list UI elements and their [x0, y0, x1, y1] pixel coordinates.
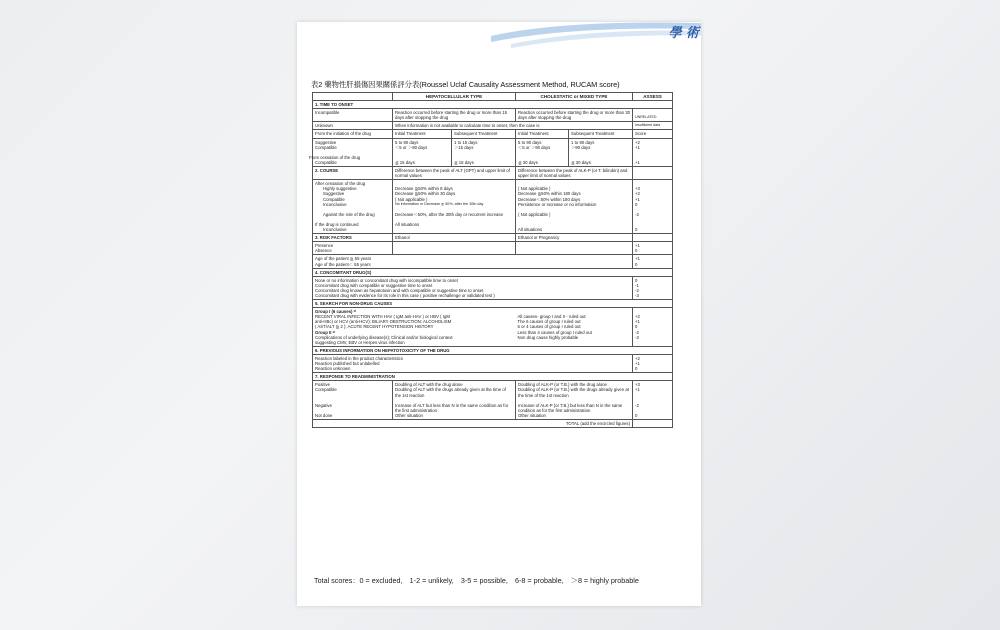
cell-value: ＜5 or ＞90 days	[518, 144, 551, 150]
cell-value: Reaction occurred before starting the drug or more than 30 days after stopping the drug	[516, 109, 633, 122]
score-value: -3	[635, 293, 639, 298]
score-value: 0	[635, 412, 638, 418]
subheader: Subsequent Treatment	[452, 130, 516, 138]
table-row	[313, 308, 673, 347]
score-value: 0	[635, 227, 638, 233]
cell-value: All causes- group I and II - ruled out	[517, 314, 586, 320]
cell-value: 1 to 90 days	[571, 139, 595, 145]
subheader: Score	[633, 130, 673, 138]
header-row	[313, 93, 673, 101]
table-row	[313, 234, 673, 242]
row-label: Suggestive	[315, 139, 337, 145]
table-title: 表2 藥物性肝損傷因果關係評分表(Roussel Uclaf Causality Assessment Method, RUCAM score)	[311, 80, 620, 89]
table-row	[313, 138, 673, 166]
list-item: Concomitant drug known as hepatotoxin and with compatible or suggestive time to onset	[315, 287, 484, 293]
cell-value: Non drug cause highly probable	[517, 334, 579, 340]
score-value: +3	[635, 186, 640, 192]
subheader: Initial Treatment	[393, 130, 452, 138]
table-row	[313, 276, 673, 299]
row-label: Positive	[315, 382, 331, 388]
header-blank	[313, 93, 393, 101]
score-value: -1	[635, 282, 639, 288]
score-value: -2	[635, 287, 639, 293]
cell-value: Decrease＜50% within 180 days	[518, 196, 581, 202]
cell-value: Difference between the peak of ALK-P (or T. bilirubin) and upper limit of normal values	[516, 167, 633, 180]
list-item: Reaction unknown	[315, 366, 351, 372]
table-row	[313, 255, 673, 268]
score-value: +3	[635, 382, 640, 388]
list-item: Concomitant drug with evidence for its role in this case ( positive rechallenge or validated test )	[315, 293, 495, 298]
cell-value: ≦ 15 days	[454, 159, 474, 165]
cell-value: All situations	[395, 221, 420, 227]
row-label: Compatible	[315, 144, 337, 150]
cell-value: ( Not applicable )	[395, 196, 428, 202]
score-value: 0	[635, 277, 638, 283]
row-label: Not done	[315, 412, 333, 418]
cell-value: Decrease ≧50% within 30 days	[395, 191, 456, 197]
row-label: From cessation of the drug	[309, 154, 361, 160]
table-row	[313, 180, 673, 234]
table-row	[313, 242, 673, 255]
list-item: Concomitant drug with compatible or suggestive time to onset	[315, 282, 433, 288]
cell-value: 5 to 90 days	[518, 139, 542, 145]
cell-value: anti-HBc) or HCV (anti-HCV); BILIARY OBSTRUCTION; ALCOHOLISM	[315, 319, 452, 325]
score-value: +1	[635, 319, 640, 325]
cell-value: 1 to 15 days	[454, 139, 478, 145]
cell-value: Persistence or increase or no information	[518, 201, 597, 207]
cell-value: Doubling of ALT with the drugs already given at the time of the 1st reaction	[395, 387, 506, 398]
header-assess: ASSESS	[633, 93, 673, 101]
rucam-table	[309, 92, 673, 428]
cell-value: ＜5 or ＞90 days	[395, 144, 428, 150]
row-label: If the drug is continued	[315, 221, 359, 227]
row-label: Age of the patient ≧ 55 years	[315, 256, 372, 262]
score-value: +2	[635, 191, 640, 197]
list-item: Reaction published but unlabelled	[315, 361, 380, 367]
table-row	[313, 122, 673, 130]
total-row	[313, 419, 673, 427]
row-label: Incompatible	[313, 109, 393, 122]
total-label: TOTAL (add the encircled figures)	[313, 419, 633, 427]
score-value: +1	[635, 243, 640, 249]
assess-value: Insufficient data	[633, 122, 673, 130]
cell-value: Less than 4 causes of group I ruled out	[517, 329, 592, 335]
score-value: 0	[635, 201, 638, 207]
cell-value: Decrease＜50%, after the 30th day or recurrent increase	[395, 211, 503, 217]
cell-value: Doubling of ALK-P (or T.B.) with the drugs already given at the time of the 1st reaction	[518, 387, 629, 398]
table-row	[313, 167, 673, 180]
section-7-header: 7. RESPONSE TO READMINISTRATION	[313, 373, 673, 381]
total-scores-legend: Total scores：0 = excluded, 1-2 = unlikely, 3-5 = possible, 6-8 = probable, ＞8 = highly probable	[314, 576, 639, 585]
row-label: Compatible	[323, 196, 345, 202]
cell-value: suggesting CMV, EBV or Herpes virus infection	[315, 339, 405, 345]
section-4-header: 4. CONCOMITANT DRUG(S)	[313, 268, 673, 276]
score-value: +1	[635, 256, 640, 262]
row-label: Against the role of the drug	[323, 211, 375, 217]
group-label: Group II =	[315, 329, 336, 335]
cell-value: Increase of ALT but less than N in the same condition as for the first administration	[395, 402, 509, 413]
cell-value: The 6 causes of group I ruled out	[517, 319, 581, 325]
score-value: -3	[635, 334, 639, 340]
list-item: None or no information or concomitant drug with incompatible time to onset	[315, 277, 458, 283]
row-label: Unknown	[313, 122, 393, 130]
section-5-header: 5. SEARCH FOR NON-DRUG CAUSES	[313, 300, 673, 308]
score-value: 0	[635, 366, 638, 372]
row-label: Highly suggestive	[323, 186, 357, 192]
cell-value: Other situation	[395, 412, 423, 418]
subheader: Initial Treatment	[516, 130, 569, 138]
cell-value: ≦ 30 days	[518, 159, 538, 165]
score-value: +2	[635, 139, 640, 145]
score-value: -2	[635, 329, 639, 335]
cell-value: Ethanol	[393, 234, 516, 242]
group-label: Group I (6 causes) =	[315, 309, 357, 315]
cell-value: 5 or 4 causes of group I ruled out	[517, 324, 581, 330]
score-value: 0	[635, 324, 638, 330]
cell-value: Decrease ≧50% within 8 days	[395, 186, 453, 192]
cell-value: ＞15 days	[454, 144, 474, 150]
cell-value: ( Not applicable )	[518, 186, 551, 192]
score-value: +1	[635, 196, 640, 202]
score-value: +2	[635, 314, 640, 320]
row-label: Inconclusive	[323, 227, 347, 233]
cell-value: ( AST/ALT ≧ 2 ); ACUTE RECENT HYPOTENSION HISTORY	[315, 324, 434, 330]
score-value: +2	[635, 355, 640, 361]
cell-value: Reaction occurred before starting the drug or more than 15 days after stopping the drug	[393, 109, 516, 122]
cell-value: Other situation	[518, 412, 546, 418]
document-page	[297, 22, 701, 606]
cell-value: All situations	[518, 227, 543, 233]
cell-value: Complications of underlying disease(s); Clinical and/or biological context	[315, 334, 453, 340]
header-hepatocellular: HEPATOCELLULAR TYPE	[393, 93, 516, 101]
row-label: From the initiation of the drug	[313, 130, 393, 138]
section-1-header: 1. TIME TO ONSET	[313, 101, 673, 109]
cell-value: RECENT VIRAL INFECTION WITH HAV ( IgM anti-HAV ) or HBV ( IgM	[315, 314, 450, 320]
cell-value: Doubling of ALT with the drug alone	[395, 382, 463, 388]
cell-value: Decrease ≧50% within 180 days	[518, 191, 581, 197]
cell-value: Difference between the peak of ALT (GPT) and upper limit of normal values	[393, 167, 516, 180]
row-label: Presence	[315, 243, 334, 249]
cell-value: When information is not available to calculate time to onset, then the case is	[393, 122, 633, 130]
cell-value: Increase of ALK-P (or T.B.) but less than N in the same condition as for the first administration	[518, 402, 623, 413]
cell-value: ＞90 days	[571, 144, 591, 150]
header-cholestatic: CHOLESTATIC or MIXED TYPE	[516, 93, 633, 101]
score-value: +1	[635, 159, 640, 165]
row-label: Compatible	[315, 159, 337, 165]
score-value: +1	[635, 387, 640, 393]
journal-logo-text: 學 術	[668, 26, 699, 41]
cell-value: ≦ 15 days	[395, 159, 415, 165]
table-row	[313, 109, 673, 122]
table-row	[313, 381, 673, 420]
cell-value: ≦ 30 days	[571, 159, 591, 165]
cell-value: Ethanol or Pregnancy	[516, 234, 633, 242]
section-2-header: 2. COURSE	[313, 167, 393, 180]
score-value: 0	[635, 261, 638, 267]
assess-value: UNRELATED	[633, 109, 673, 122]
table-row	[313, 130, 673, 138]
cell-value: 5 to 90 days	[395, 139, 419, 145]
score-value: 0	[635, 248, 638, 254]
row-label: After cessation of the drug	[315, 181, 366, 187]
score-value: -2	[635, 402, 639, 408]
cell-value: Doubling of ALK-P (or T.B.) with the drug alone	[518, 382, 607, 388]
subheader: Subsequent Treatment	[569, 130, 633, 138]
score-value: +1	[635, 361, 640, 367]
row-label: Inconclusive	[323, 201, 347, 207]
cell-value: No information or Decrease ≧ 50%, after the 30th day	[395, 201, 484, 206]
section-3-header: 3. RISK FACTORS	[313, 234, 393, 242]
cell-value: ( Not applicable )	[518, 211, 551, 217]
section-6-header: 6. PREVIOUS INFORMATION ON HEPATOTOXICITY OF THE DRUG	[313, 346, 673, 354]
row-label: Age of the patient＜ 55 years	[315, 261, 371, 267]
row-label: Absence	[315, 248, 332, 254]
row-label: Compatible	[315, 387, 337, 393]
list-item: Reaction labeled in the product characteristics	[315, 355, 403, 361]
score-value: -2	[635, 211, 639, 217]
score-value: +1	[635, 144, 640, 150]
row-label: Suggestive	[323, 191, 345, 197]
table-row	[313, 354, 673, 372]
row-label: Negative	[315, 402, 332, 408]
